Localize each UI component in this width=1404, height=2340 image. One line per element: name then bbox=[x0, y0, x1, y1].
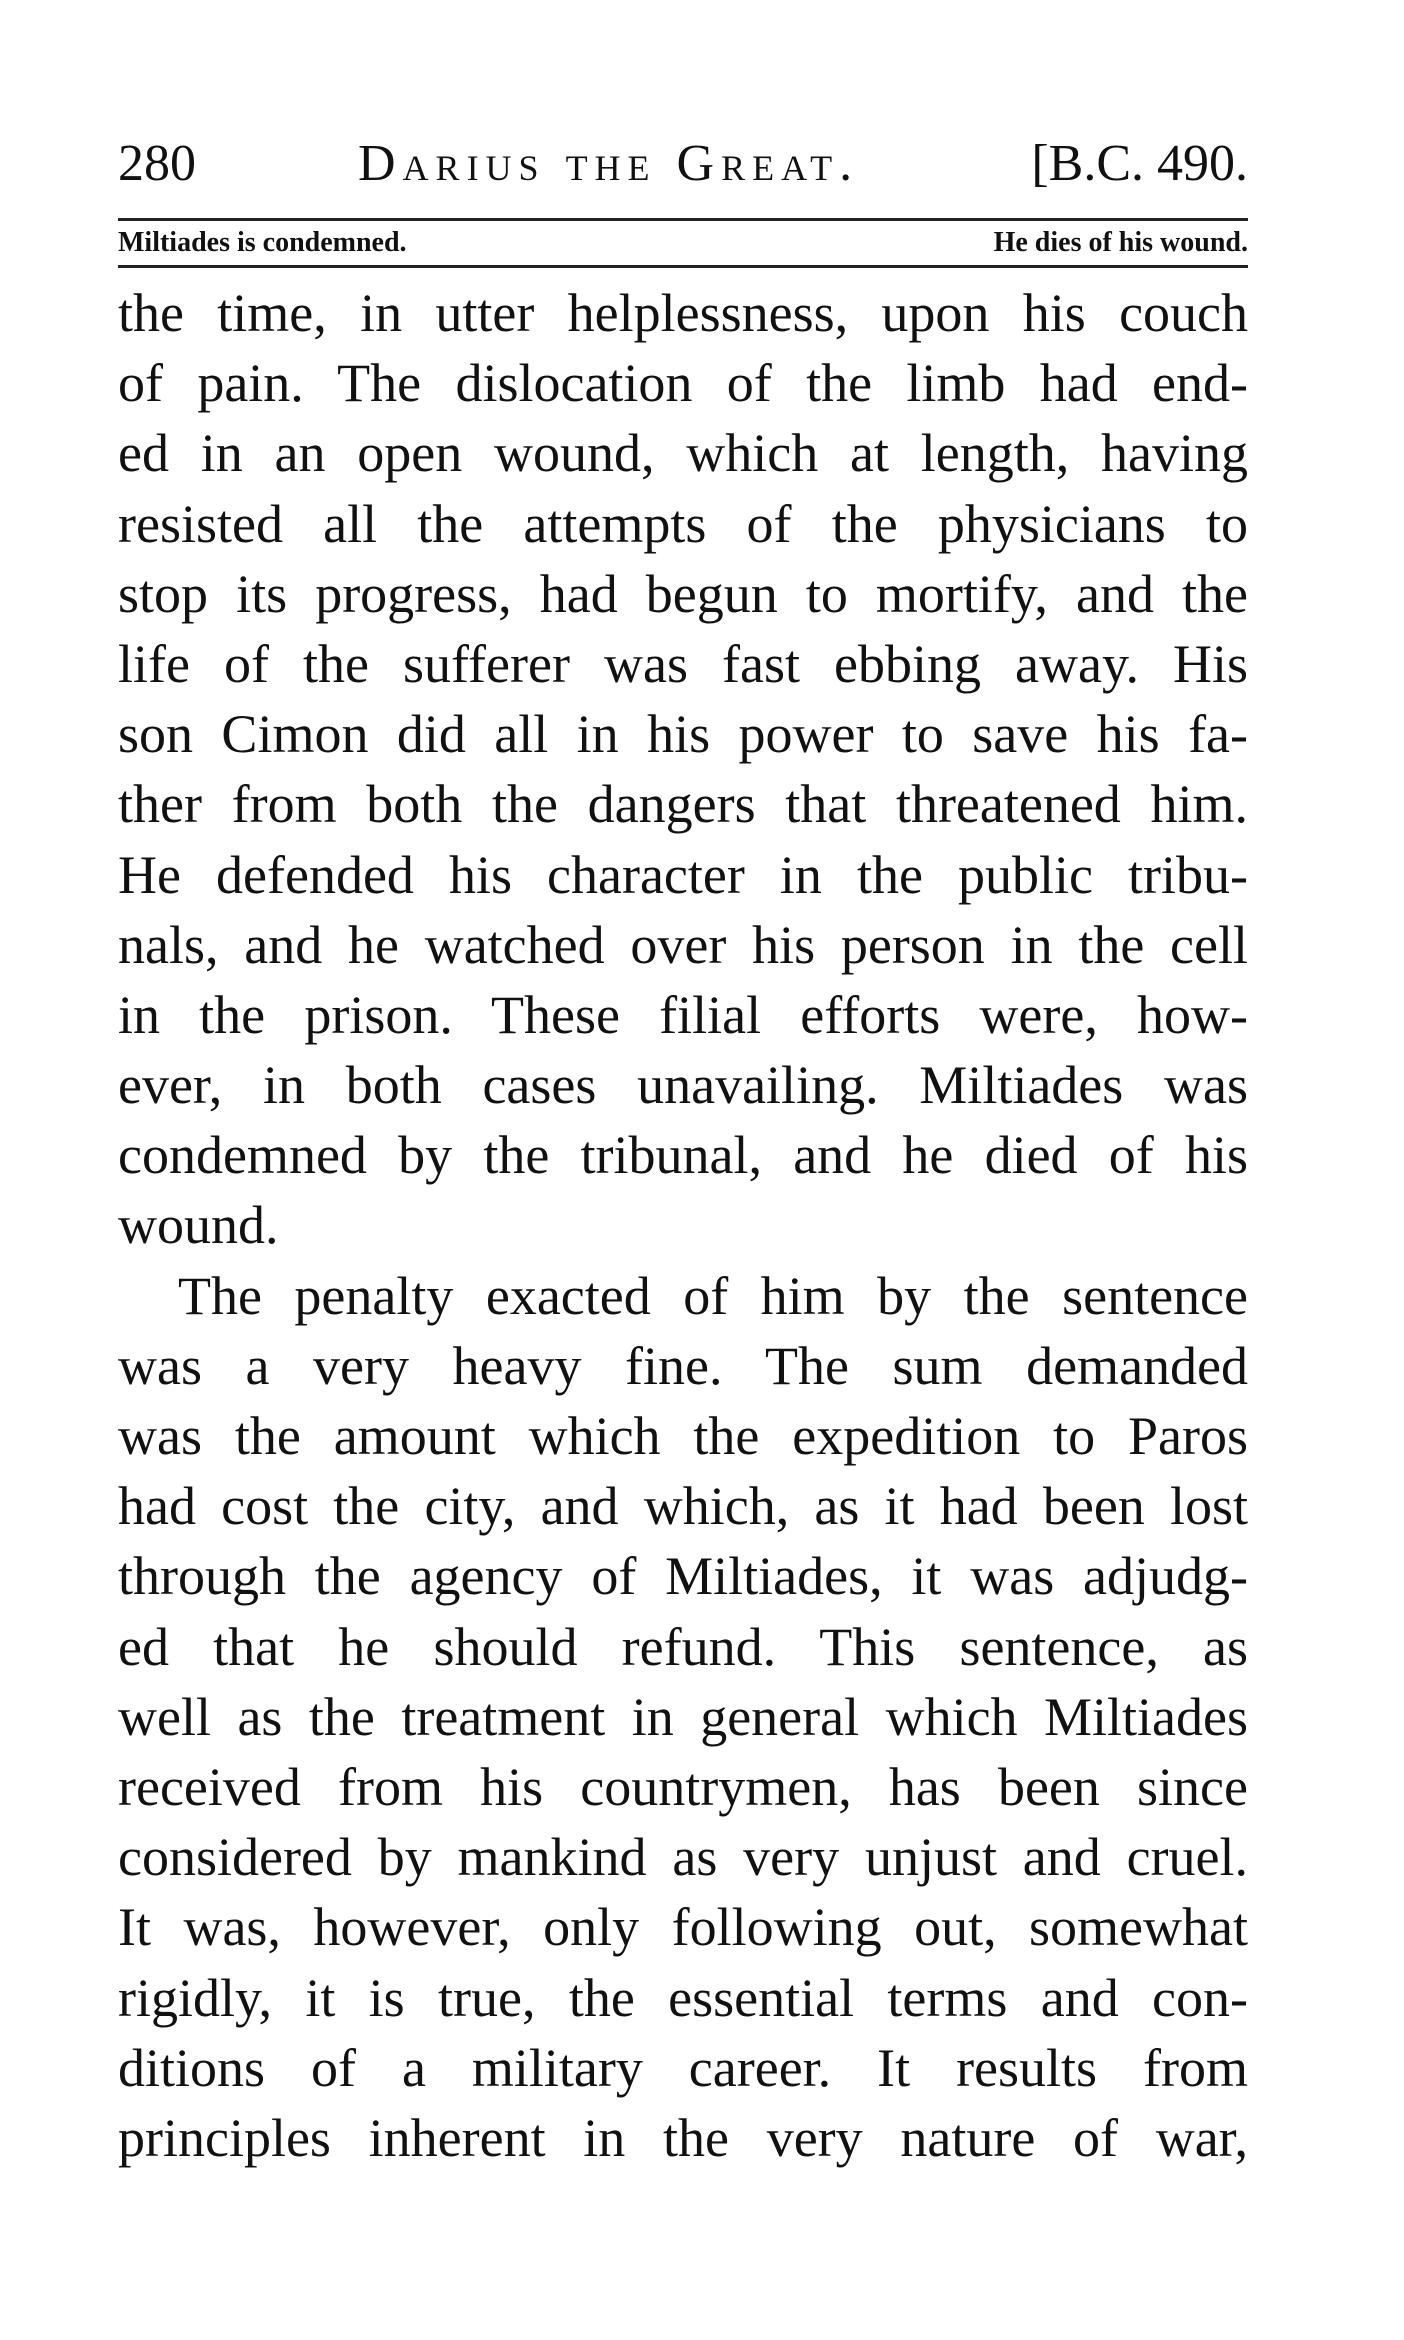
sidenote-bar bbox=[118, 221, 1248, 265]
book-page bbox=[118, 128, 1248, 2173]
text-line: life of the sufferer was fast ebbing away. His bbox=[118, 633, 1248, 694]
text-line: ther from both the dangers that threatened him. bbox=[118, 774, 1248, 835]
text-line: principles inherent in the very nature of war, bbox=[118, 2107, 1248, 2168]
sidenote-left: Miltiades is condemned. bbox=[118, 227, 407, 258]
text-line: resisted all the attempts of the physicians to bbox=[118, 493, 1248, 554]
text-line: The penalty exacted of him by the sentence bbox=[178, 1265, 1248, 1326]
running-head bbox=[118, 128, 1248, 200]
text-line: in the prison. These filial efforts were, how- bbox=[118, 984, 1248, 1045]
text-line: He defended his character in the public tribu- bbox=[118, 844, 1248, 905]
text-line: had cost the city, and which, as it had been lost bbox=[118, 1476, 1248, 1537]
text-line: received from his countrymen, has been since bbox=[118, 1756, 1248, 1817]
text-line: ditions of a military career. It results from bbox=[118, 2037, 1248, 2098]
text-line: wound. bbox=[118, 1195, 279, 1256]
running-title: Darius the Great. bbox=[358, 135, 860, 192]
text-line: of pain. The dislocation of the limb had end- bbox=[118, 353, 1248, 414]
text-line: rigidly, it is true, the essential terms and con- bbox=[118, 1967, 1248, 2028]
text-line: nals, and he watched over his person in the cell bbox=[118, 914, 1248, 975]
text-line: ever, in both cases unavailing. Miltiades was bbox=[118, 1055, 1248, 1116]
sidenote-right: He dies of his wound. bbox=[993, 227, 1248, 258]
date-range: [B.C. 490. bbox=[1031, 135, 1248, 192]
text-line: It was, however, only following out, somewhat bbox=[118, 1897, 1248, 1958]
text-line: considered by mankind as very unjust and cruel. bbox=[118, 1827, 1248, 1888]
body-text bbox=[118, 278, 1248, 2173]
text-line: was a very heavy fine. The sum demanded bbox=[118, 1335, 1248, 1396]
page-number: 280 bbox=[118, 135, 196, 192]
text-line: through the agency of Miltiades, it was adjudg- bbox=[118, 1546, 1248, 1607]
text-line: son Cimon did all in his power to save his fa- bbox=[118, 704, 1248, 765]
text-line: stop its progress, had begun to mortify, and the bbox=[118, 563, 1248, 624]
text-line: well as the treatment in general which Miltiades bbox=[118, 1686, 1248, 1747]
text-line: condemned by the tribunal, and he died of his bbox=[118, 1125, 1248, 1186]
text-line: the time, in utter helplessness, upon his couch bbox=[118, 283, 1248, 343]
text-line: ed in an open wound, which at length, having bbox=[118, 423, 1248, 484]
text-line: was the amount which the expedition to Paros bbox=[118, 1406, 1248, 1466]
header-rule-bottom bbox=[118, 265, 1248, 268]
text-line: ed that he should refund. This sentence, as bbox=[118, 1616, 1248, 1677]
